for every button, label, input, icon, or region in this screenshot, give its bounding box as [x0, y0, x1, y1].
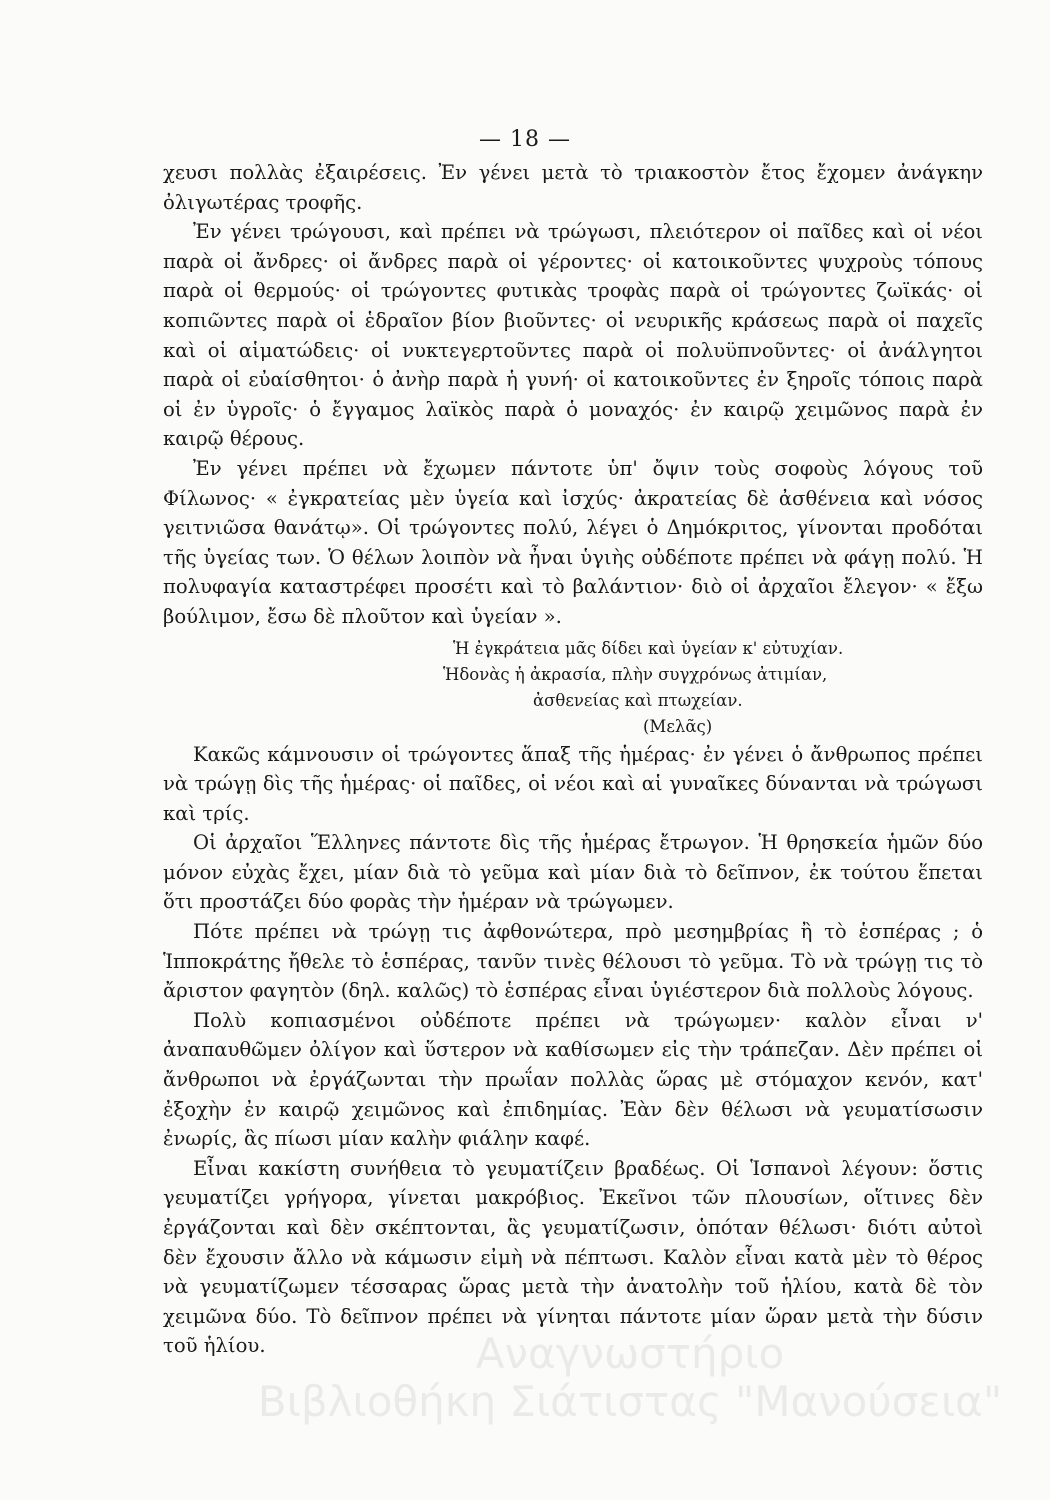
- verse-quote: [163, 636, 983, 740]
- verse-author: (Μελᾶς): [643, 716, 713, 736]
- watermark-line: Βιβλιοθήκη Σιάτιστας "Μανούσεια": [257, 1377, 1003, 1426]
- body-text: [163, 158, 983, 1361]
- paragraph: Ἐν γένει πρέπει νὰ ἔχωμεν πάντοτε ὑπ' ὄψιν τοὺς σοφοὺς λόγους τοῦ Φίλωνος· « ἐγκρατείας μὲν ὑγεία καὶ ἰσχύς· ἀκρατείας δὲ ἀσθένεια καὶ νόσος γειτνιῶσα θανάτῳ». Οἱ τρώγοντες πολύ, λέγει ὁ Δημόκριτος, γίνονται προδόται τῆς ὑγείας των. Ὁ θέλων λοιπὸν νὰ ἦναι ὑγιὴς οὐδέποτε πρέπει νὰ φάγῃ πολύ. Ἡ πολυφαγία καταστρέφει προσέτι καὶ τὸ βαλάντιον· διὸ οἱ ἀρχαῖοι ἔλεγον· « ἔξω βούλιμον, ἔσω δὲ πλοῦτον καὶ ὑγείαν ».: [163, 456, 983, 628]
- verse-line: Ἡδονὰς ἡ ἀκρασία, πλὴν συγχρόνως ἀτιμίαν,: [443, 664, 828, 684]
- verse-line: ἀσθενείας καὶ πτωχείαν.: [533, 690, 743, 710]
- watermark-line: Αναγνωστήριο: [475, 1329, 785, 1378]
- verse-line: Ἡ ἐγκράτεια μᾶς δίδει καὶ ὑγείαν κ' εὐτυχίαν.: [453, 638, 844, 658]
- paragraph: Κακῶς κάμνουσιν οἱ τρώγοντες ἅπαξ τῆς ἡμέρας· ἐν γένει ὁ ἄνθρωπος πρέπει νὰ τρώγῃ δὶς τῆς ἡμέρας· οἱ παῖδες, οἱ νέοι καὶ αἱ γυναῖκες δύνανται νὰ τρώγωσι καὶ τρίς.: [163, 742, 983, 825]
- paragraph: Πολὺ κοπιασμένοι οὐδέποτε πρέπει νὰ τρώγωμεν· καλὸν εἶναι ν' ἀναπαυθῶμεν ὀλίγον καὶ ὕστερον νὰ καθίσωμεν εἰς τὴν τράπεζαν. Δὲν πρέπει οἱ ἄνθρωποι νὰ ἐργάζωνται τὴν πρωΐαν πολλὰς ὥρας μὲ στόμαχον κενόν, κατ' ἐξοχὴν ἐν καιρῷ χειμῶνος καὶ ἐπιδημίας. Ἐὰν δὲν θέλωσι νὰ γευματίσωσιν ἐνωρίς, ἃς πίωσι μίαν καλὴν φιάλην καφέ.: [163, 1008, 983, 1151]
- paragraph: Εἶναι κακίστη συνήθεια τὸ γευματίζειν βραδέως. Οἱ Ἱσπανοὶ λέγουν: ὅστις γευματίζει γρήγορα, γίνεται μακρόβιος. Ἐκεῖνοι τῶν πλουσίων, οἵτινες δὲν ἐργάζονται καὶ δὲν σκέπτονται, ἃς γευματίζωσιν, ὁπόταν θέλωσι· διότι αὐτοὶ δὲν ἔχουσιν ἄλλο νὰ κάμωσιν εἰμὴ νὰ πέπτωσι. Καλὸν εἶναι κατὰ μὲν τὸ θέρος νὰ γευματίζωμεν τέσσαρας ὥρας μετὰ τὴν ἀνατολὴν τοῦ ἡλίου, κατὰ δὲ τὸν χειμῶνα δύο. Τὸ δεῖπνον πρέπει νὰ γίνηται πάντοτε μίαν ὥραν μετὰ τὴν δύσιν τοῦ ἡλίου.: [163, 1156, 983, 1358]
- paragraph: χευσι πολλὰς ἐξαιρέσεις. Ἐν γένει μετὰ τὸ τριακοστὸν ἔτος ἔχομεν ἀνάγκην ὀλιγωτέρας τροφῆς.: [163, 161, 983, 214]
- paragraph: Πότε πρέπει νὰ τρώγῃ τις ἀφθονώτερα, πρὸ μεσημβρίας ἢ τὸ ἑσπέρας ; ὁ Ἱπποκράτης ἤθελε τὸ ἑσπέρας, τανῦν τινὲς θέλουσι τὸ γεῦμα. Τὸ νὰ τρώγῃ τις τὸ ἄριστον φαγητὸν (δηλ. καλῶς) τὸ ἑσπέρας εἶναι ὑγιέστερον διὰ πολλοὺς λόγους.: [163, 920, 983, 1003]
- paragraph: Οἱ ἀρχαῖοι Ἕλληνες πάντοτε δὶς τῆς ἡμέρας ἔτρωγον. Ἡ θρησκεία ἡμῶν δύο μόνον εὐχὰς ἔχει, μίαν διὰ τὸ γεῦμα καὶ μίαν διὰ τὸ δεῖπνον, ἐκ τούτου ἕπεται ὅτι προστάζει δύο φορὰς τὴν ἡμέραν νὰ τρώγωμεν.: [163, 831, 983, 914]
- page-number: — 18 —: [479, 127, 571, 152]
- paragraph: Ἐν γένει τρώγουσι, καὶ πρέπει νὰ τρώγωσι, πλειότερον οἱ παῖδες καὶ οἱ νέοι παρὰ οἱ ἄνδρες· οἱ ἄνδρες παρὰ οἱ γέροντες· οἱ κατοικοῦντες ψυχροὺς τόπους παρὰ οἱ θερμούς· οἱ τρώγοντες φυτικὰς τροφὰς παρὰ οἱ τρώγοντες ζωϊκάς· οἱ κοπιῶντες παρὰ οἱ ἑδραῖον βίον βιοῦντες· οἱ νευρικῆς κράσεως παρὰ οἱ παχεῖς καὶ οἱ αἱματώδεις· οἱ νυκτεγερτοῦντες παρὰ οἱ πολυϋπνοῦντες· οἱ ἀνάλγητοι παρὰ οἱ εὐαίσθητοι· ὁ ἀνὴρ παρὰ ἡ γυνή· οἱ κατοικοῦντες ἐν ξηροῖς τόποις παρὰ οἱ ἐν ὑγροῖς· ὁ ἔγγαμος λαϊκὸς παρὰ ὁ μοναχός· ἐν καιρῷ χειμῶνος παρὰ ἐν καιρῷ θέρους.: [163, 220, 983, 451]
